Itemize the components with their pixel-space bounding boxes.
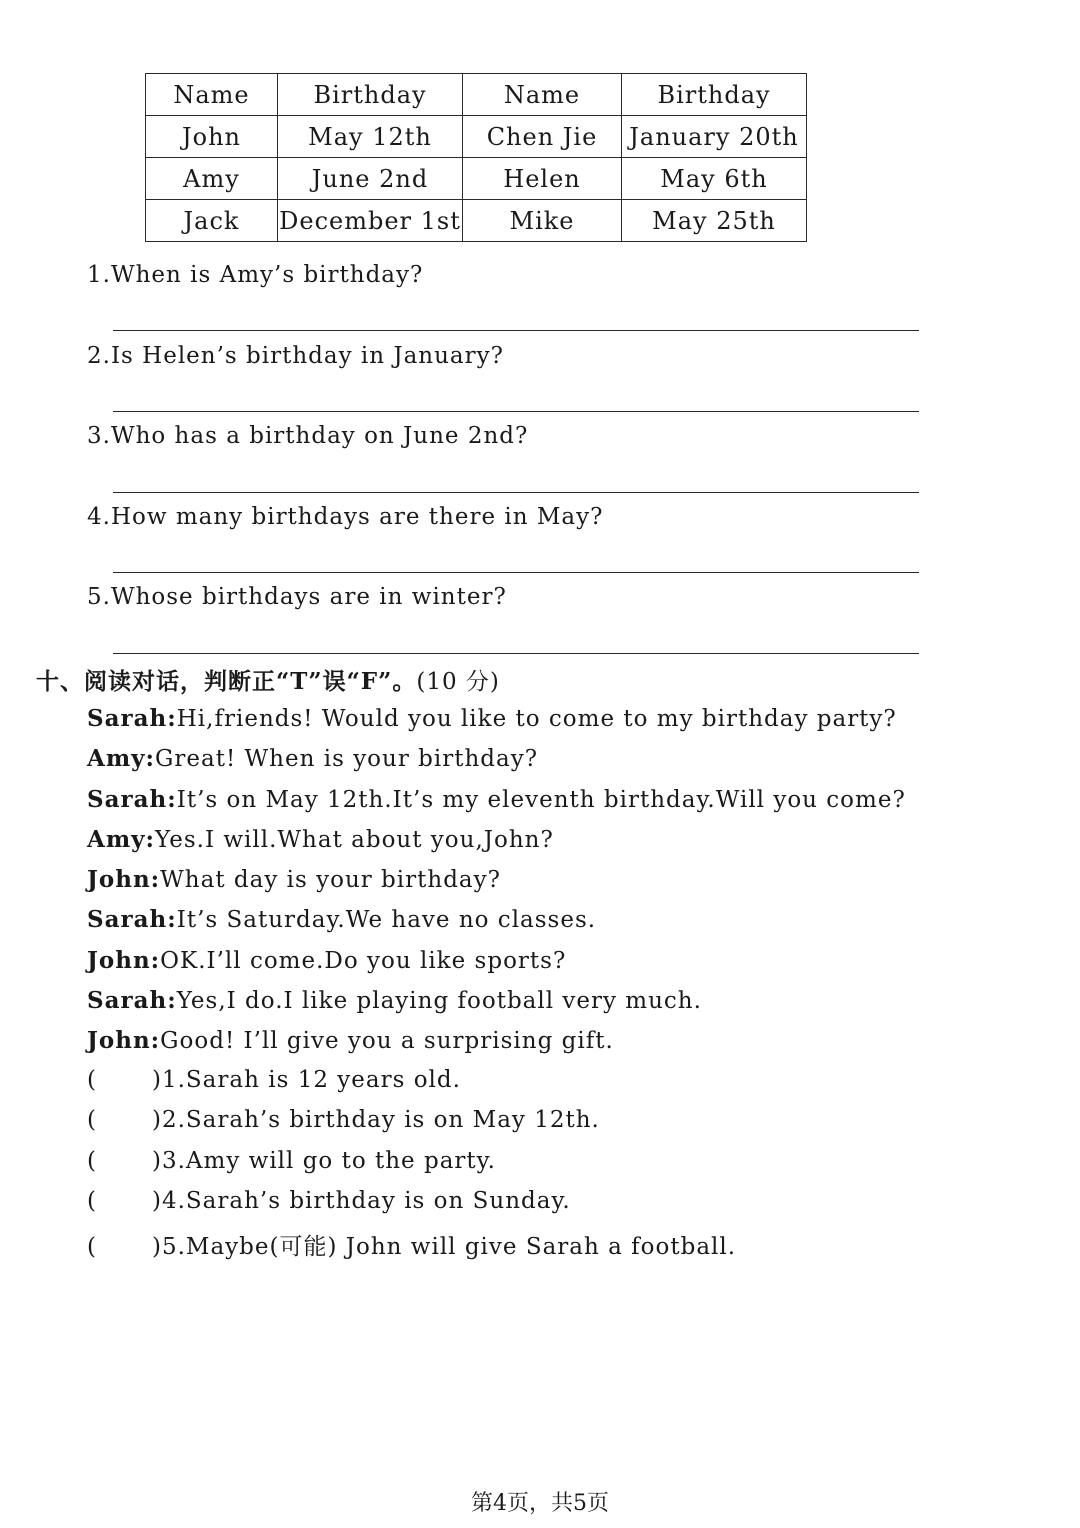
dialogue-line [87,826,554,853]
question-3: 3.Who has a birthday on June 2nd? [87,423,529,449]
answer-line-3[interactable] [113,492,919,493]
dialogue-line [87,987,702,1014]
dialogue-text: Hi,friends! Would you like to come to my birthday party? [176,706,897,732]
table-cell: John [146,116,278,158]
question-1: 1.When is Amy’s birthday? [87,262,424,288]
dialogue-line [87,866,501,893]
tf-open-paren: ( [87,1067,97,1093]
table-cell: Birthday [622,74,807,116]
table-cell: Chen Jie [463,116,622,158]
tf-open-paren: ( [87,1188,97,1214]
speaker-name: John: [87,947,161,974]
dialogue-line [87,1027,614,1054]
table-cell: January 20th [622,116,807,158]
answer-line-1[interactable] [113,330,919,331]
dialogue-text: It’s on May 12th.It’s my eleventh birthday.Will you come? [176,787,906,813]
tf-open-paren: ( [87,1148,97,1174]
answer-line-4[interactable] [113,572,919,573]
question-5: 5.Whose birthdays are in winter? [87,584,507,610]
question-4: 4.How many birthdays are there in May? [87,504,604,530]
table-cell: May 12th [278,116,463,158]
tf-statement: )2.Sarah’s birthday is on May 12th. [152,1107,600,1133]
tf-open-paren: ( [87,1234,97,1260]
tf-item [87,1228,736,1261]
dialogue-text: Yes,I do.I like playing football very much. [176,988,702,1014]
dialogue-text: Great! When is your birthday? [155,746,539,772]
tf-item [87,1188,571,1214]
dialogue-text: It’s Saturday.We have no classes. [176,907,597,933]
speaker-name: John: [87,866,161,893]
dialogue-line [87,705,897,732]
speaker-name: Sarah: [87,906,177,933]
table-row [146,158,807,200]
table-cell: June 2nd [278,158,463,200]
speaker-name: Sarah: [87,987,177,1014]
table-cell: Name [146,74,278,116]
speaker-name: Amy: [87,826,156,853]
dialogue-line [87,745,538,772]
tf-statement: )5.Maybe(可能) John will give Sarah a football. [152,1234,737,1260]
dialogue-text: What day is your birthday? [160,867,501,893]
table-cell: December 1st [278,200,463,242]
table-cell: Name [463,74,622,116]
speaker-name: Sarah: [87,705,177,732]
section-score: (10 分) [416,669,500,695]
table-cell: May 25th [622,200,807,242]
tf-open-paren: ( [87,1107,97,1133]
dialogue-line [87,786,906,813]
tf-item [87,1067,461,1093]
table-row [146,116,807,158]
table-cell: Amy [146,158,278,200]
table-cell: Birthday [278,74,463,116]
table-cell: Helen [463,158,622,200]
tf-statement: )3.Amy will go to the party. [152,1148,496,1174]
speaker-name: Sarah: [87,786,177,813]
section-heading-text: 十、阅读对话，判断正“T”误“F”。 [36,668,417,695]
birthday-table [145,73,807,242]
speaker-name: Amy: [87,745,156,772]
table-cell: May 6th [622,158,807,200]
table-row [146,200,807,242]
dialogue-line [87,947,566,974]
answer-line-5[interactable] [113,653,919,654]
answer-line-2[interactable] [113,411,919,412]
tf-item [87,1148,496,1174]
dialogue-text: OK.I’ll come.Do you like sports? [160,948,567,974]
table-cell: Jack [146,200,278,242]
tf-item [87,1107,600,1133]
table-header-row [146,74,807,116]
dialogue-line [87,906,596,933]
tf-statement: )4.Sarah’s birthday is on Sunday. [152,1188,571,1214]
tf-statement: )1.Sarah is 12 years old. [152,1067,461,1093]
question-2: 2.Is Helen’s birthday in January? [87,343,504,369]
dialogue-text: Yes.I will.What about you,John? [155,827,554,853]
table-cell: Mike [463,200,622,242]
section-heading [36,663,500,696]
dialogue-text: Good! I’ll give you a surprising gift. [160,1028,614,1054]
page-footer: 第4页，共5页 [471,1491,609,1516]
speaker-name: John: [87,1027,161,1054]
